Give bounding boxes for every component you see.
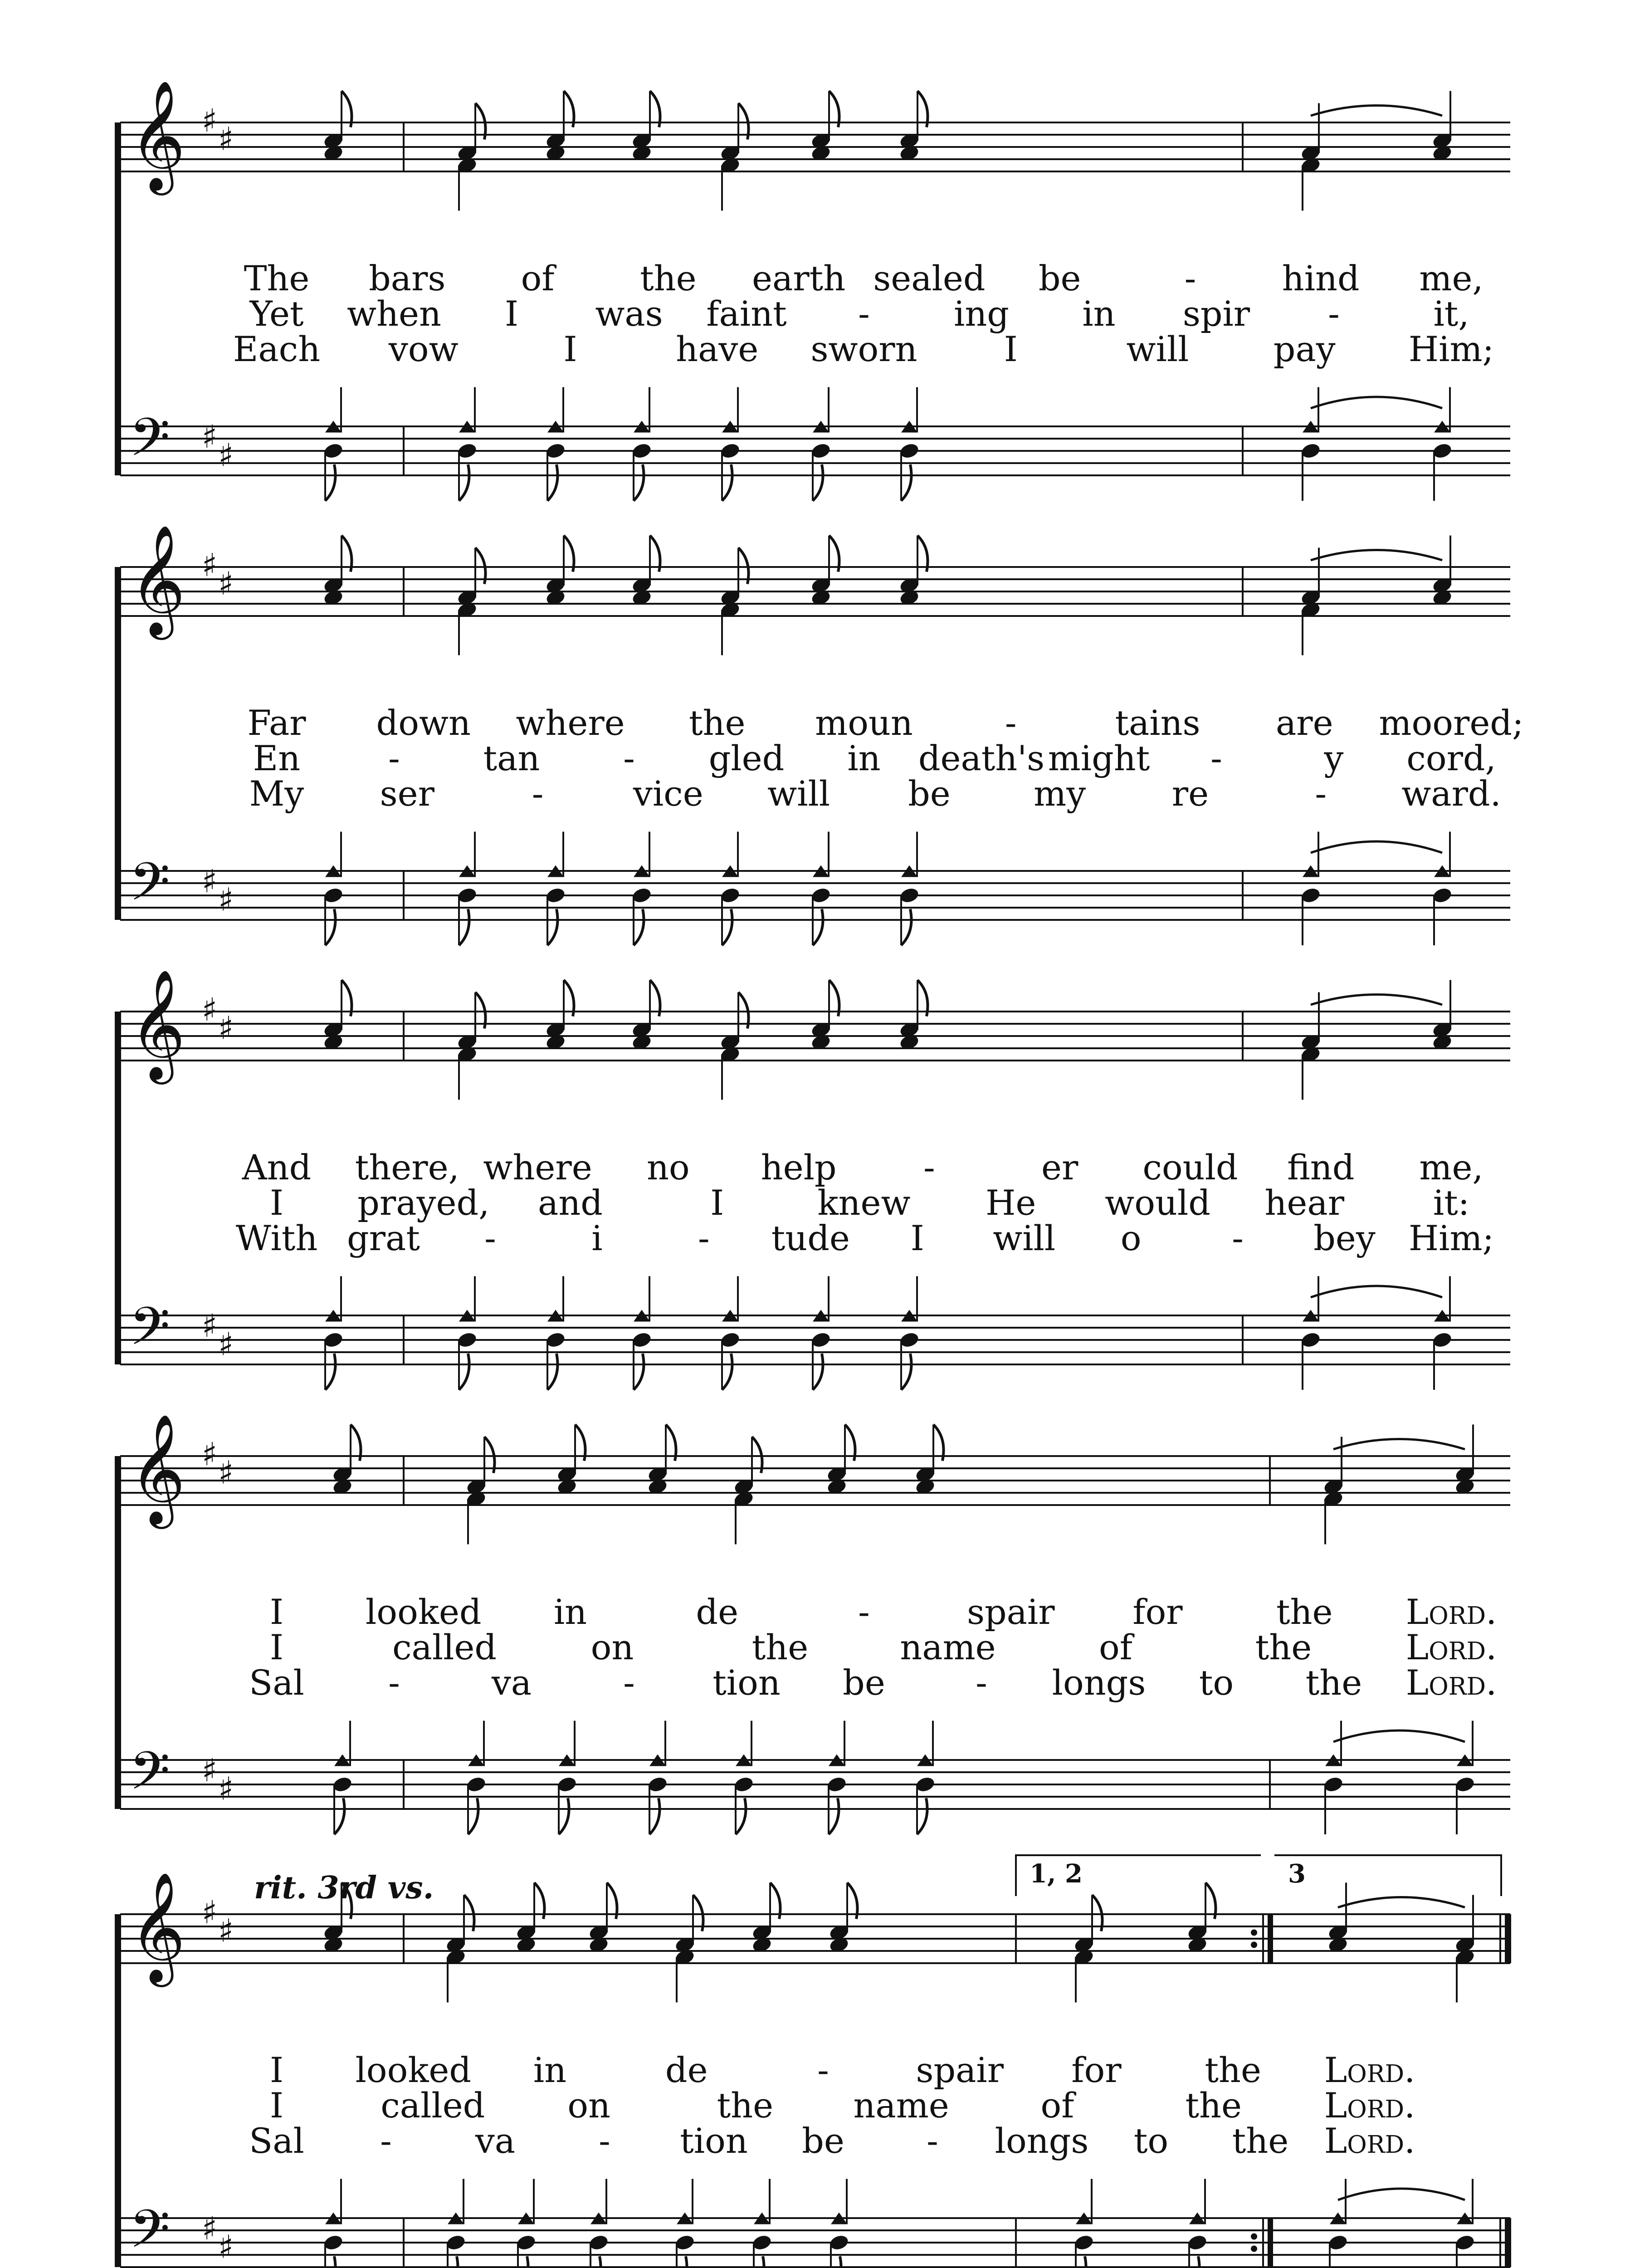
eighth-flag (813, 1354, 823, 1390)
lyric-syllable: when (347, 293, 441, 334)
lyric-syllable: it: (1433, 1183, 1470, 1223)
lyric-syllable: for (1132, 1592, 1183, 1632)
sharp-icon: ♯ (218, 120, 234, 158)
lyric-syllable: - (698, 1218, 710, 1258)
eighth-flag (547, 464, 558, 501)
lyric-syllable: I (910, 1218, 924, 1258)
repeat-dot (1251, 2234, 1257, 2240)
sharp-icon: ♯ (202, 863, 217, 900)
lyric-syllable: prayed, (357, 1183, 490, 1223)
lyric-syllable: - (388, 738, 400, 778)
lyric-syllable: With (235, 1218, 318, 1258)
lyric-syllable: - (817, 2050, 829, 2090)
lyric-syllable: ing (954, 293, 1009, 334)
eighth-flag (325, 464, 336, 501)
lyric-syllable: of (1099, 1627, 1132, 1667)
lyric-syllable: the (717, 2085, 774, 2126)
sharp-icon: ♯ (202, 1307, 217, 1344)
lyric-syllable: on (590, 1627, 634, 1667)
eighth-flag (547, 909, 558, 945)
lyric-syllable: Yet (249, 293, 304, 334)
sharp-icon: ♯ (218, 1912, 234, 1950)
lyric-syllable: - (923, 1147, 935, 1188)
lyric-syllable: I (269, 2085, 284, 2126)
lyric-syllable: Far (247, 703, 306, 743)
lyric-syllable: spir (1182, 293, 1250, 334)
lyric-syllable: the (1232, 2121, 1289, 2161)
lyric-syllable: the (1255, 1627, 1312, 1667)
eighth-flag (325, 1354, 336, 1390)
lyric-syllable: to (1133, 2121, 1169, 2161)
lyric-syllable: sealed (873, 258, 986, 298)
lyric-syllable: the (1276, 1592, 1333, 1632)
tempo-direction: rit. 3rd vs. (254, 1870, 434, 1906)
lyric-syllable: the (752, 1627, 809, 1667)
eighth-flag (722, 464, 732, 501)
tie (1333, 1439, 1465, 1450)
repeat-dot (1251, 1942, 1257, 1948)
lyric-syllable: and (538, 1183, 603, 1223)
lyric-syllable: - (1005, 703, 1017, 743)
repeat-dot (1251, 2246, 1257, 2252)
sharp-icon: ♯ (218, 1009, 234, 1047)
sharp-icon: ♯ (218, 1325, 234, 1363)
lyric-syllable: the (1205, 2050, 1261, 2090)
lyric-syllable: i (591, 1218, 603, 1258)
treble-clef-icon: 𝄞 (129, 523, 186, 635)
sharp-icon: ♯ (202, 1894, 217, 1931)
lyric-syllable: name (853, 2085, 949, 2126)
lyric-syllable: be (843, 1662, 885, 1703)
lyric-syllable: in (533, 2050, 567, 2090)
lyric-syllable: er (1041, 1147, 1078, 1188)
lyric-syllable: to (1199, 1662, 1234, 1703)
eighth-flag (634, 1354, 644, 1390)
volta-label-1: 1, 2 (1030, 1859, 1083, 1889)
lyric-syllable: moun (815, 703, 913, 743)
sharp-icon: ♯ (202, 547, 217, 584)
tie (1311, 995, 1442, 1005)
tie (1333, 1730, 1465, 1742)
lyric-syllable: ser (380, 773, 434, 814)
eighth-flag (901, 909, 912, 945)
lyric-syllable: I (269, 1592, 284, 1632)
lyric-syllable: Him; (1408, 329, 1494, 369)
lyric-syllable: spair (916, 2050, 1004, 2090)
lyric-syllable: me, (1419, 1147, 1483, 1188)
tie (1311, 106, 1442, 116)
lyric-syllable: would (1105, 1183, 1210, 1223)
sharp-icon: ♯ (202, 2210, 217, 2247)
lyric-syllable: spair (966, 1592, 1055, 1632)
eighth-flag (917, 1798, 927, 1834)
lyric-syllable: - (858, 293, 870, 334)
lyric-syllable: ward. (1401, 773, 1501, 814)
lyric-syllable: va (475, 2121, 516, 2161)
lyric-syllable: - (1232, 1218, 1244, 1258)
lyric-syllable: be (908, 773, 951, 814)
sharp-icon: ♯ (202, 1436, 217, 1473)
lyric-syllable: - (1210, 738, 1222, 778)
eighth-flag (559, 1798, 569, 1834)
lyric-syllable: de (696, 1592, 739, 1632)
lyric-syllable: in (553, 1592, 587, 1632)
lyric-syllable: My (249, 773, 304, 814)
lyric-syllable: where (483, 1147, 592, 1188)
lyric-syllable: the (689, 703, 746, 743)
treble-clef-icon: 𝄞 (129, 968, 186, 1080)
tie (1338, 1897, 1465, 1908)
tie (1311, 1286, 1442, 1297)
lyric-syllable: Sal (249, 2121, 304, 2161)
lyric-syllable: are (1275, 703, 1333, 743)
lyric-syllable: - (1328, 293, 1340, 334)
sharp-icon: ♯ (202, 102, 217, 139)
eighth-flag (736, 1798, 746, 1834)
lyric-syllable: Lord. (1405, 1662, 1497, 1703)
lyric-syllable: de (665, 2050, 708, 2090)
lyric-syllable: hear (1264, 1183, 1345, 1223)
lyric-syllable: - (976, 1662, 987, 1703)
lyric-syllable: Him; (1408, 1218, 1494, 1258)
lyric-syllable: I (504, 293, 519, 334)
sharp-icon: ♯ (218, 565, 234, 602)
lyric-syllable: called (392, 1627, 497, 1667)
lyric-syllable: of (521, 258, 555, 298)
lyric-syllable: - (623, 738, 635, 778)
final-barline (1505, 1914, 1511, 1963)
lyric-syllable: Lord. (1405, 1592, 1497, 1632)
repeat-barline (1268, 1914, 1273, 1963)
lyric-syllable: va (491, 1662, 532, 1703)
eighth-flag (829, 1798, 839, 1834)
lyric-syllable: - (388, 1662, 400, 1703)
final-barline (1505, 2218, 1511, 2267)
eighth-flag (325, 909, 336, 945)
eighth-flag (634, 464, 644, 501)
lyric-syllable: called (381, 2085, 485, 2126)
lyric-syllable: re (1171, 773, 1209, 814)
lyric-syllable: there, (355, 1147, 459, 1188)
tie (1311, 397, 1442, 408)
bass-clef-icon: 𝄢 (129, 851, 171, 926)
lyric-syllable: vow (388, 329, 459, 369)
eighth-flag (547, 1354, 558, 1390)
lyric-syllable: where (516, 703, 625, 743)
eighth-flag (649, 1798, 660, 1834)
lyric-syllable: on (567, 2085, 610, 2126)
bass-clef-icon: 𝄢 (129, 2199, 171, 2268)
lyric-syllable: might (1048, 738, 1150, 778)
lyric-syllable: looked (366, 1592, 482, 1632)
lyric-syllable: grat (347, 1218, 420, 1258)
eighth-flag (459, 909, 469, 945)
lyric-syllable: cord, (1406, 738, 1496, 778)
volta-bracket-2 (1274, 1855, 1501, 1896)
lyric-syllable: death's (918, 738, 1045, 778)
lyric-syllable: - (484, 1218, 496, 1258)
lyric-syllable: And (242, 1147, 312, 1188)
repeat-barline (1268, 2218, 1273, 2267)
lyric-syllable: sworn (810, 329, 917, 369)
lyric-syllable: I (1004, 329, 1018, 369)
eighth-flag (468, 1798, 478, 1834)
eighth-flag (459, 464, 469, 501)
lyric-syllable: Lord. (1405, 1627, 1497, 1667)
sharp-icon: ♯ (218, 2228, 234, 2266)
lyric-syllable: it, (1433, 293, 1469, 334)
treble-clef-icon: 𝄞 (129, 1871, 186, 1982)
lyric-syllable: - (380, 2121, 392, 2161)
lyric-syllable: tan (483, 738, 540, 778)
sharp-icon: ♯ (202, 1752, 217, 1789)
lyric-syllable: the (1185, 2085, 1242, 2126)
lyric-syllable: the (640, 258, 697, 298)
lyric-syllable: Lord. (1324, 2085, 1415, 2126)
lyric-syllable: I (710, 1183, 724, 1223)
lyric-syllable: hind (1282, 258, 1360, 298)
eighth-flag (813, 464, 823, 501)
lyric-syllable: looked (355, 2050, 471, 2090)
bass-clef-icon: 𝄢 (129, 1296, 171, 1370)
lyric-syllable: - (532, 773, 544, 814)
lyric-syllable: no (646, 1147, 690, 1188)
treble-clef-icon: 𝄞 (129, 1413, 186, 1524)
lyric-syllable: for (1071, 2050, 1122, 2090)
sharp-icon: ♯ (202, 418, 217, 455)
lyric-syllable: help (761, 1147, 837, 1188)
lyric-syllable: vice (633, 773, 703, 814)
sharp-icon: ♯ (218, 1770, 234, 1808)
lyric-syllable: He (986, 1183, 1036, 1223)
lyric-syllable: knew (817, 1183, 911, 1223)
bass-clef-icon: 𝄢 (129, 407, 171, 481)
lyric-syllable: Lord. (1324, 2121, 1415, 2161)
sharp-icon: ♯ (218, 436, 234, 474)
bass-clef-icon: 𝄢 (129, 1740, 171, 1815)
sharp-icon: ♯ (218, 1454, 234, 1491)
lyric-syllable: down (376, 703, 471, 743)
tie (1311, 550, 1442, 561)
lyric-syllable: of (1040, 2085, 1074, 2126)
lyric-syllable: tains (1115, 703, 1200, 743)
lyric-syllable: name (900, 1627, 996, 1667)
lyric-syllable: Lord. (1324, 2050, 1415, 2090)
lyric-syllable: - (623, 1662, 635, 1703)
lyric-syllable: The (244, 258, 310, 298)
lyric-syllable: will (1126, 329, 1189, 369)
lyric-syllable: my (1034, 773, 1086, 814)
lyric-syllable: gled (708, 738, 785, 778)
lyric-syllable: be (1038, 258, 1081, 298)
lyric-syllable: Sal (249, 1662, 304, 1703)
lyric-syllable: - (1315, 773, 1327, 814)
lyric-syllable: - (858, 1592, 870, 1632)
lyric-syllable: I (269, 2050, 284, 2090)
treble-clef-icon: 𝄞 (129, 79, 186, 191)
eighth-flag (722, 1354, 732, 1390)
lyric-syllable: in (847, 738, 881, 778)
lyric-syllable: bey (1313, 1218, 1376, 1258)
lyric-syllable: Each (233, 329, 321, 369)
lyric-syllable: tude (771, 1218, 850, 1258)
lyric-syllable: tion (712, 1662, 781, 1703)
lyric-syllable: I (563, 329, 577, 369)
lyric-syllable: could (1142, 1147, 1238, 1188)
eighth-flag (901, 1354, 912, 1390)
eighth-flag (813, 909, 823, 945)
lyric-syllable: have (676, 329, 759, 369)
lyric-syllable: longs (1052, 1662, 1146, 1703)
lyric-syllable: pay (1273, 329, 1336, 369)
eighth-flag (334, 1798, 345, 1834)
lyric-syllable: will (767, 773, 830, 814)
eighth-flag (722, 909, 732, 945)
lyric-syllable: the (1305, 1662, 1362, 1703)
lyric-syllable: earth (752, 258, 846, 298)
lyric-syllable: find (1287, 1147, 1355, 1188)
lyric-syllable: - (1184, 258, 1196, 298)
volta-label-2: 3 (1288, 1859, 1306, 1889)
lyric-syllable: I (269, 1627, 284, 1667)
eighth-flag (459, 1354, 469, 1390)
eighth-flag (634, 909, 644, 945)
lyric-syllable: will (993, 1218, 1056, 1258)
lyric-syllable: longs (995, 2121, 1089, 2161)
lyric-syllable: be (802, 2121, 844, 2161)
lyric-syllable: was (595, 293, 663, 334)
lyric-syllable: - (599, 2121, 610, 2161)
tie (1338, 2189, 1465, 2200)
repeat-dot (1251, 1930, 1257, 1936)
eighth-flag (901, 464, 912, 501)
lyric-syllable: tion (680, 2121, 748, 2161)
lyric-syllable: En (253, 738, 301, 778)
lyric-syllable: I (269, 1183, 284, 1223)
lyric-syllable: faint (706, 293, 787, 334)
lyric-syllable: y (1324, 738, 1344, 778)
lyric-syllable: bars (369, 258, 446, 298)
lyric-syllable: me, (1419, 258, 1483, 298)
lyric-syllable: o (1120, 1218, 1142, 1258)
lyric-syllable: - (927, 2121, 938, 2161)
lyric-syllable: in (1082, 293, 1116, 334)
tie (1311, 841, 1442, 853)
lyric-syllable: moored; (1379, 703, 1524, 743)
sharp-icon: ♯ (202, 991, 217, 1028)
sharp-icon: ♯ (218, 881, 234, 919)
